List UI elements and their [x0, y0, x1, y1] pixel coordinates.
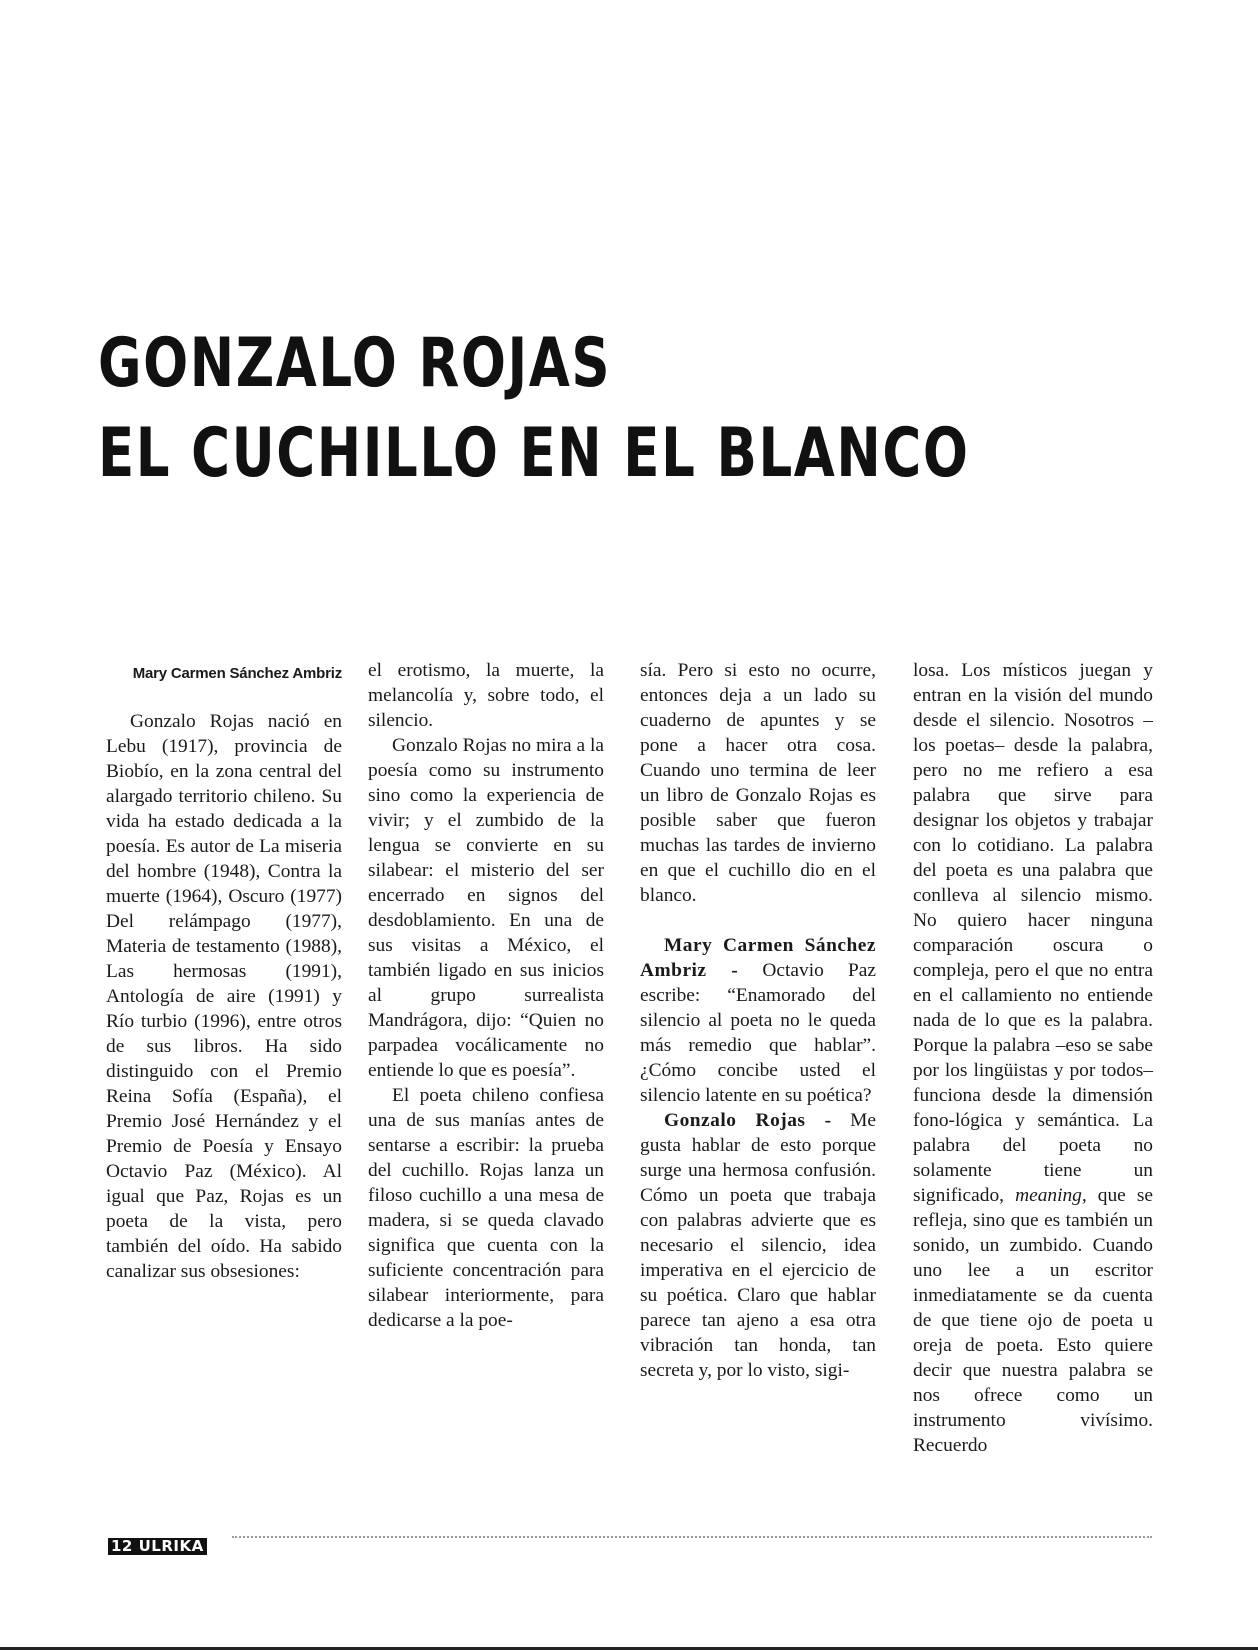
text-column-3: [640, 658, 876, 1383]
page-number-badge: 12 ULRIKA: [108, 1538, 207, 1555]
paragraph: sía. Pero si esto no ocurre, entonces deja a un lado su cuaderno de apuntes y se pone a hacer otra cosa. Cuando uno termina de leer un libro de Gonzalo Rojas es posible saber que fueron muchas las tardes de invierno en que el cuchillo dio en el blanco.: [640, 660, 876, 906]
interviewee-name: Gonzalo Rojas -: [664, 1110, 832, 1131]
interviewer-name: Mary Carmen Sánchez Ambriz -: [640, 935, 876, 981]
italic-term: meaning,: [1015, 1185, 1087, 1206]
interview-question: [640, 933, 876, 1108]
interview-answer: [640, 1108, 876, 1383]
paragraph: el erotismo, la muerte, la melancolía y, sobre todo, el silencio.: [368, 660, 604, 731]
text-column-2: [368, 658, 604, 1333]
article-title-line1: GONZALO ROJAS: [98, 324, 612, 403]
author-byline: Mary Carmen Sánchez Ambriz: [132, 665, 342, 682]
paragraph: El poeta chileno confiesa una de sus manías antes de sentarse a escribir: la prueba del cuchillo. Rojas lanza un filoso cuchillo a una mesa de madera, si se queda clavado significa que cuenta con la suficiente concentración para silabear interiormente, para dedicarse a la poe-: [368, 1085, 604, 1331]
paragraph: [913, 658, 1153, 1458]
paragraph: Gonzalo Rojas nació en Lebu (1917), provincia de Biobío, en la zona central del alargado territorio chileno. Su vida ha estado dedicada a la poesía. Es autor de La miseria del hombre (1948), Contra la muerte (1964), Oscuro (1977) Del relámpago (1977), Materia de testamento (1988), Las hermosas (1991), Antología de aire (1991) y Río turbio (1996), entre otros de sus libros. Ha sido distinguido con el Premio Reina Sofía (España), el Premio José Hernández y el Premio de Poesía y Ensayo Octavio Paz (México). Al igual que Paz, Rojas es un poeta de la vista, pero también del oído. Ha sabido canalizar sus obsesiones:: [106, 711, 342, 1282]
article-title-line2: EL CUCHILLO EN EL BLANCO: [98, 414, 970, 493]
question-text: Octavio Paz escribe: “Enamorado del silencio al poeta no le queda más remedio que hablar”. ¿Cómo concibe usted el silencio latente en su poética?: [640, 960, 876, 1106]
paragraph: Gonzalo Rojas no mira a la poesía como su instrumento sino como la experiencia de vivir; y el zumbido de la lengua se convierte en su silabear: el misterio del ser encerrado en signos del desdoblamiento. En una de sus visitas a México, el también ligado en sus inicios al grupo surrealista Mandrágora, dijo: “Quien no parpadea vocálicamente no entiende lo que es poesía”.: [368, 735, 604, 1081]
paragraph-text: losa. Los místicos juegan y entran en la visión del mundo desde el silencio. Nosotros –los poetas– desde la palabra, pero no me refiero a esa palabra que sirve para designar los objetos y trabajar con lo cotidiano. La palabra del poeta es una palabra que conlleva al silencio mismo. No quiero hacer ninguna comparación oscura o compleja, pero el que no entra en el callamiento no entiende nada de lo que es la palabra. Porque la palabra –eso se sabe por los lingüistas y por todos– funciona desde la dimensión fono-lógica y semántica. La palabra del poeta no solamente tiene un significado,: [913, 660, 1153, 1206]
footer-dotted-rule: [232, 1536, 1152, 1538]
paragraph-text: que se refleja, sino que es también un sonido, un zumbido. Cuando uno lee a un escritor inmediatamente se da cuenta de que tiene ojo de poeta u oreja de poeta. Esto quiere decir que nuestra palabra se nos ofrece como un instrumento vivísimo. Recuerdo: [913, 1185, 1153, 1456]
text-column-1: [106, 658, 342, 1284]
text-column-4: [913, 658, 1153, 1458]
answer-text: Me gusta hablar de esto porque surge una hermosa confusión. Cómo un poeta que trabaja con palabras advierte que es necesario el silencio, idea imperativa en el ejercicio de su poética. Claro que hablar parece tan ajeno a esa otra vibración tan honda, tan secreta y, por lo visto, sigi-: [640, 1110, 876, 1381]
paragraph-gap: [640, 908, 876, 933]
